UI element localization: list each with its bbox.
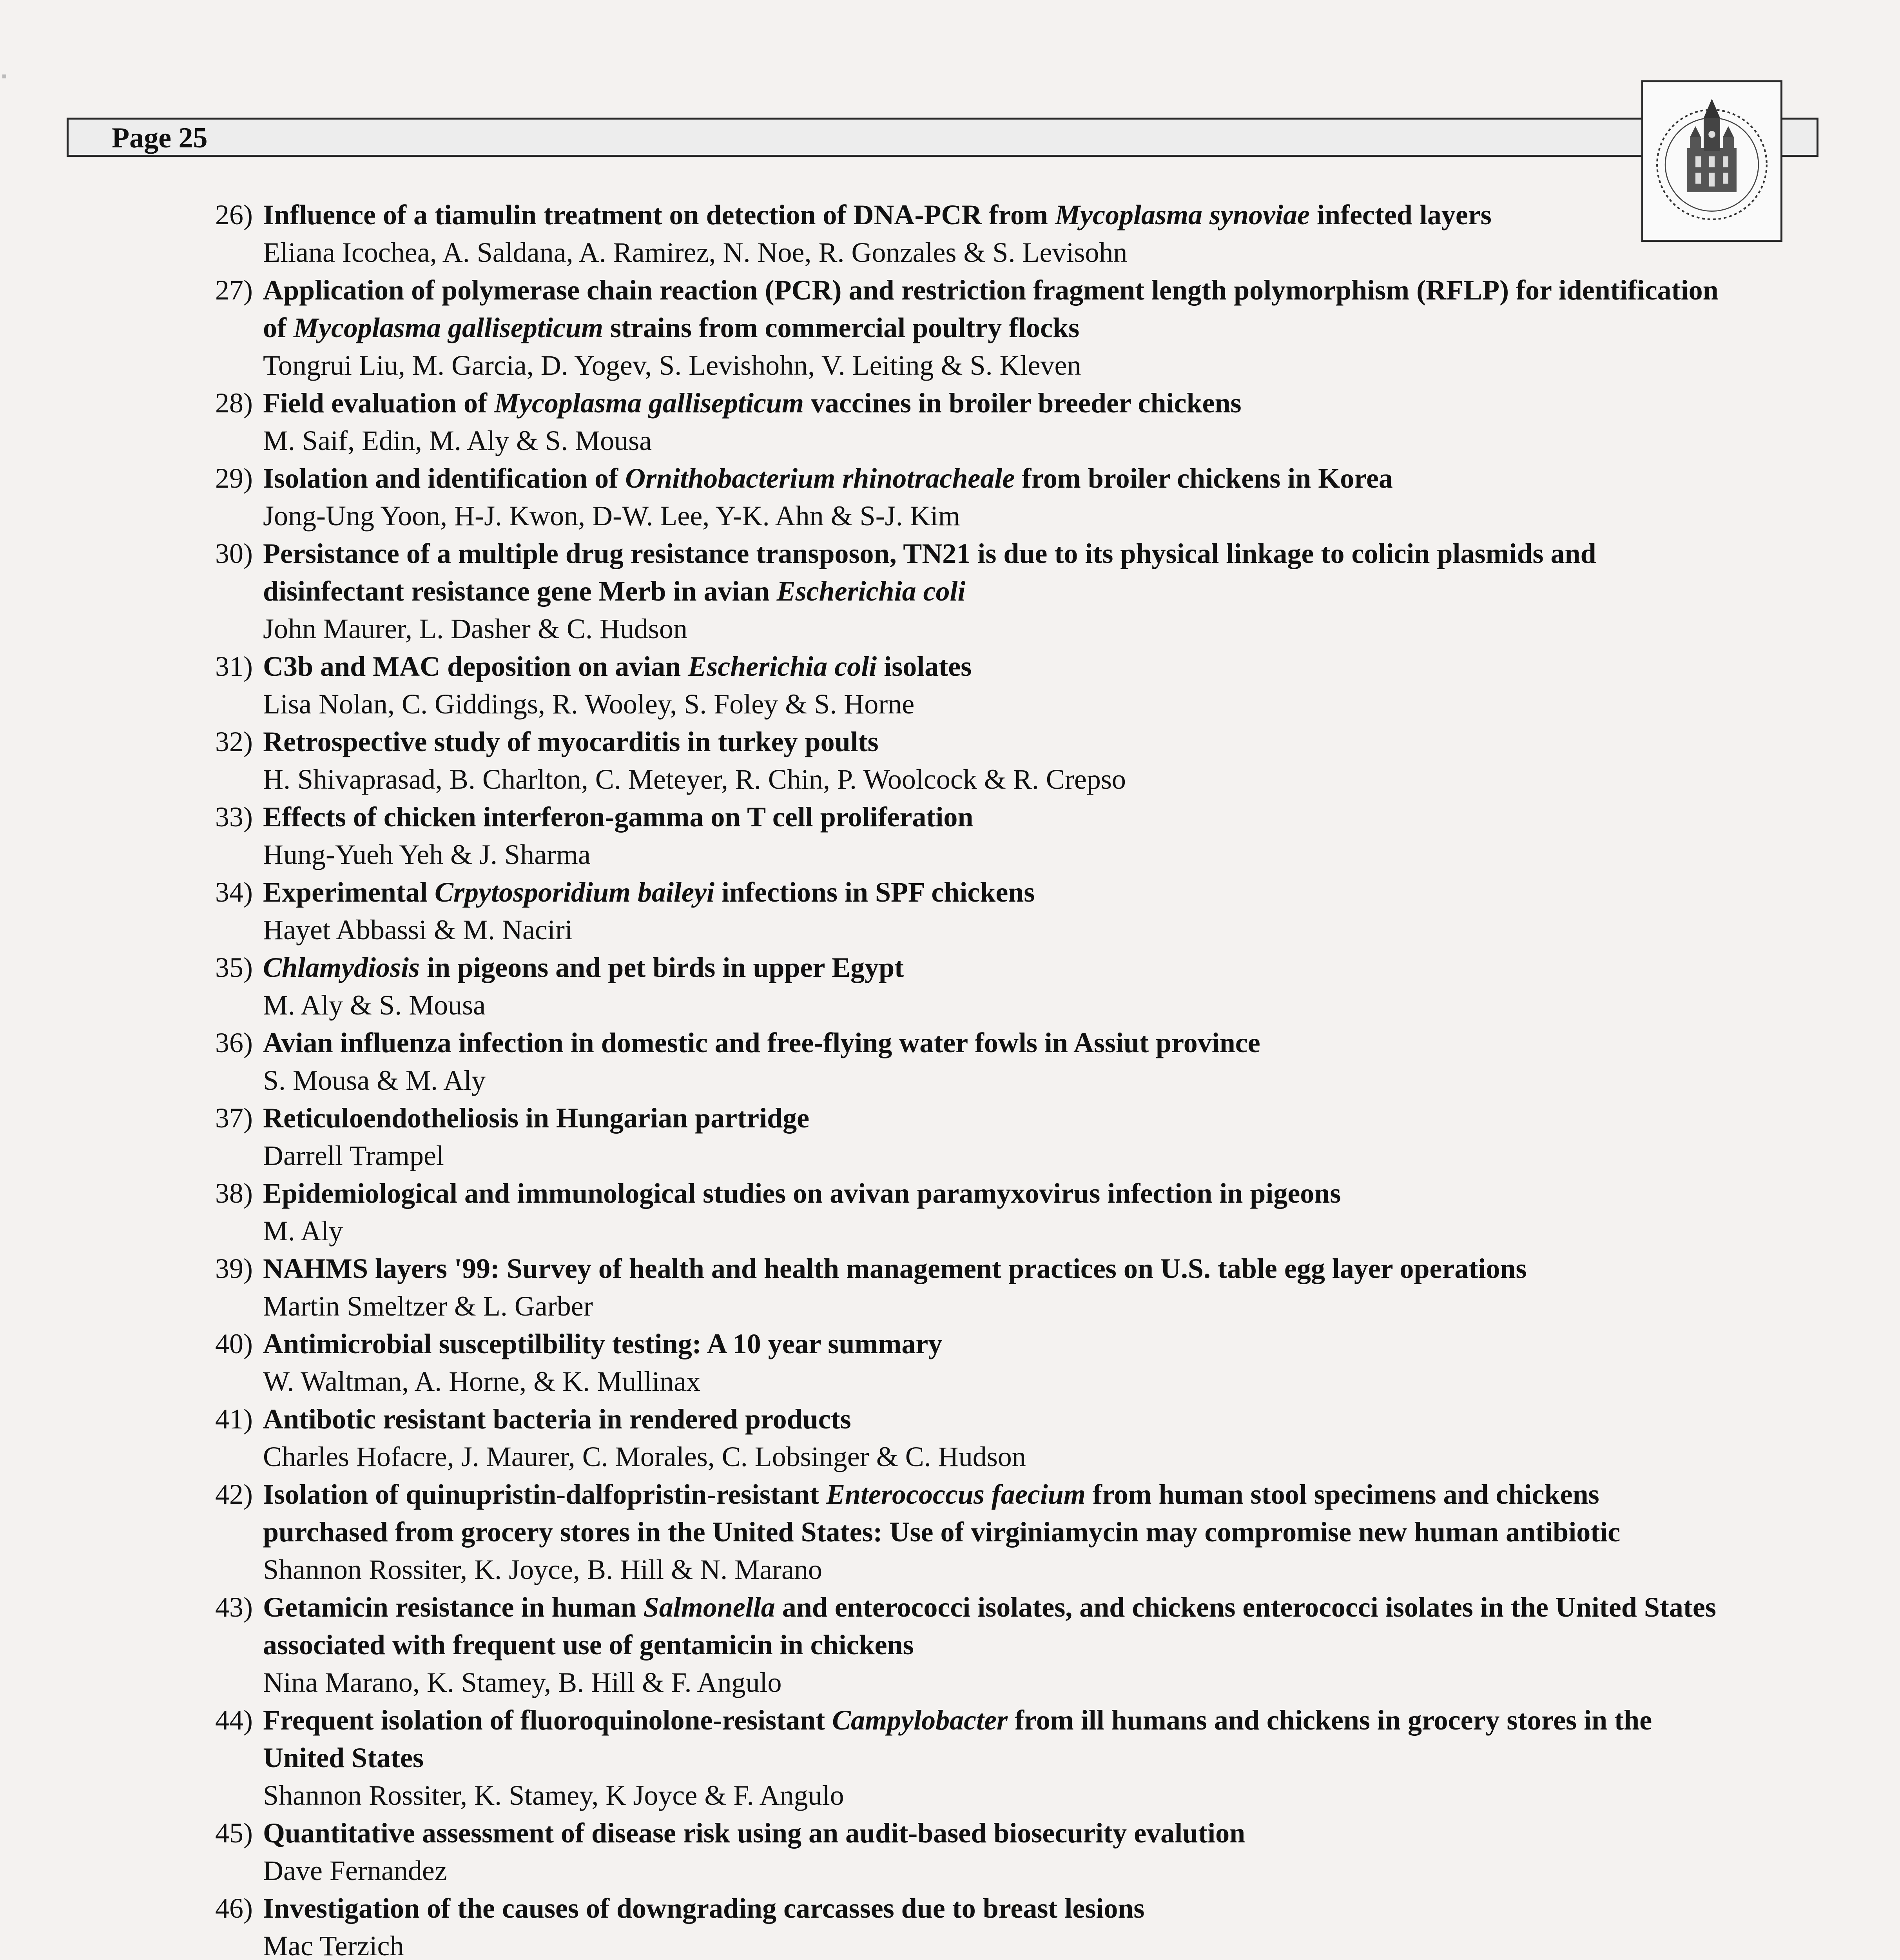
list-item (192, 873, 1721, 949)
list-item (192, 1024, 1721, 1099)
entry-number: 43) (215, 1592, 253, 1623)
entry-authors: M. Saif, Edin, M. Aly & S. Mousa (263, 425, 652, 456)
entry-title-text: Reticuloendotheliosis in Hungarian partridge (263, 1102, 810, 1134)
entry-authors: Darrell Trampel (263, 1140, 444, 1171)
entry-title-text: Epidemiological and immunological studies on avivan paramyxovirus infection in pigeons (263, 1178, 1341, 1209)
entry-authors: Mac Terzich (263, 1930, 404, 1960)
entry-authors: Nina Marano, K. Stamey, B. Hill & F. Angulo (263, 1667, 782, 1698)
entry-authors: Shannon Rossiter, K. Joyce, B. Hill & N. Marano (263, 1554, 822, 1585)
entry-title-italic: Salmonella (643, 1592, 775, 1623)
entry-number: 45) (215, 1817, 253, 1849)
entry-title-text: vaccines in broiler breeder chickens (803, 387, 1242, 419)
abstract-list (192, 196, 1721, 1960)
entry-number: 42) (215, 1479, 253, 1510)
entry-number: 36) (215, 1027, 253, 1058)
entry-title (263, 873, 1721, 911)
entry-number: 27) (215, 274, 253, 306)
entry-title-italic: Mycoplasma synoviae (1055, 199, 1310, 230)
entry-body (263, 1400, 1721, 1475)
entry-title (263, 1475, 1721, 1551)
list-item (192, 196, 1721, 271)
entry-number: 26) (215, 199, 253, 230)
page-header-bar (67, 118, 1818, 157)
entry-title-italic: Campylobacter (832, 1704, 1008, 1736)
scan-artifact (2, 74, 6, 78)
entry-title (263, 1814, 1721, 1852)
entry-body (263, 1024, 1721, 1099)
entry-authors: Charles Hofacre, J. Maurer, C. Morales, C. Lobsinger & C. Hudson (263, 1441, 1026, 1472)
entry-title-text: Experimental (263, 877, 435, 908)
entry-title-text: and enterococci isolates, and chickens enterococci isolates in the United States associated with frequent use of gentamicin in chickens (263, 1592, 1716, 1661)
entry-authors: Martin Smeltzer & L. Garber (263, 1290, 593, 1322)
entry-title (263, 798, 1721, 836)
list-item (192, 1099, 1721, 1174)
entry-title-text: C3b and MAC deposition on avian (263, 651, 688, 682)
list-item (192, 1889, 1721, 1960)
entry-number: 32) (215, 726, 253, 757)
entry-body (263, 1475, 1721, 1588)
entry-title-text: from ill humans and chickens in grocery stores in the United States (263, 1704, 1652, 1773)
entry-authors: Hung-Yueh Yeh & J. Sharma (263, 839, 591, 870)
entry-title (263, 1325, 1721, 1363)
list-item (192, 1701, 1721, 1814)
list-item (192, 1588, 1721, 1701)
entry-title-text: NAHMS layers '99: Survey of health and health management practices on U.S. table egg layer operations (263, 1253, 1527, 1284)
entry-body (263, 949, 1721, 1024)
entry-number: 28) (215, 387, 253, 419)
entry-title (263, 949, 1721, 986)
entry-authors: M. Aly (263, 1215, 343, 1247)
entry-title-text: Avian influenza infection in domestic and free-flying water fowls in Assiut province (263, 1027, 1260, 1058)
entry-authors: Jong-Ung Yoon, H-J. Kwon, D-W. Lee, Y-K. Ahn & S-J. Kim (263, 500, 960, 532)
entry-body (263, 798, 1721, 873)
entry-body (263, 459, 1721, 535)
entry-title-text: Isolation of quinupristin-dalfopristin-resistant (263, 1479, 826, 1510)
list-item (192, 384, 1721, 459)
list-item (192, 723, 1721, 798)
list-item (192, 949, 1721, 1024)
entry-title-italic: Mycoplasma gallisepticum (293, 312, 603, 343)
list-item (192, 271, 1721, 384)
entry-authors: Lisa Nolan, C. Giddings, R. Wooley, S. Foley & S. Horne (263, 688, 915, 720)
entry-title-text: isolates (877, 651, 972, 682)
entry-number: 34) (215, 877, 253, 908)
entry-number: 40) (215, 1328, 253, 1359)
entry-title-text: strains from commercial poultry flocks (603, 312, 1080, 343)
entry-authors: Eliana Icochea, A. Saldana, A. Ramirez, N. Noe, R. Gonzales & S. Levisohn (263, 237, 1128, 268)
entry-title-text: Frequent isolation of fluoroquinolone-resistant (263, 1704, 832, 1736)
list-item (192, 459, 1721, 535)
entry-authors: H. Shivaprasad, B. Charlton, C. Meteyer, R. Chin, P. Woolcock & R. Crepso (263, 764, 1126, 795)
entry-number: 41) (215, 1403, 253, 1435)
entry-body (263, 535, 1721, 648)
entry-title-text: infected layers (1309, 199, 1492, 230)
entry-title-text: Retrospective study of myocarditis in turkey poults (263, 726, 879, 757)
page-number-label: Page 25 (112, 122, 208, 154)
entry-body (263, 1814, 1721, 1889)
entry-title-text: Application of polymerase chain reaction (PCR) and restriction fragment length polymorphism (RFLP) for identification of (263, 274, 1719, 343)
entry-title (263, 1701, 1721, 1777)
entry-title (263, 1024, 1721, 1062)
entry-title-italic: Crpytosporidium baileyi (434, 877, 714, 908)
entry-number: 37) (215, 1102, 253, 1134)
entry-number: 31) (215, 651, 253, 682)
entry-number: 39) (215, 1253, 253, 1284)
entry-body (263, 1588, 1721, 1701)
entry-title-text: Antibotic resistant bacteria in rendered products (263, 1403, 851, 1435)
entry-title-text: Isolation and identification of (263, 463, 625, 494)
entry-title-italic: Mycoplasma gallisepticum (494, 387, 804, 419)
list-item (192, 648, 1721, 723)
entry-number: 46) (215, 1893, 253, 1924)
entry-title-text: in pigeons and pet birds in upper Egypt (420, 952, 904, 983)
entry-body (263, 1325, 1721, 1400)
entry-number: 33) (215, 801, 253, 833)
entry-title (263, 1174, 1721, 1212)
list-item (192, 1174, 1721, 1250)
entry-title (263, 1588, 1721, 1664)
entry-authors: Shannon Rossiter, K. Stamey, K Joyce & F. Angulo (263, 1780, 844, 1811)
list-item (192, 1814, 1721, 1889)
entry-title-text: Quantitative assessment of disease risk using an audit-based biosecurity evalution (263, 1817, 1246, 1849)
list-item (192, 1250, 1721, 1325)
entry-body (263, 1099, 1721, 1174)
entry-title-italic: Escherichia coli (688, 651, 877, 682)
entry-title-text: from human stool specimens and chickens purchased from grocery stores in the United States: Use of virginiamycin may compromise new human antibiotic (263, 1479, 1621, 1548)
entry-authors: Hayet Abbassi & M. Naciri (263, 914, 573, 946)
entry-number: 29) (215, 463, 253, 494)
entry-title (263, 1889, 1721, 1927)
entry-body (263, 1174, 1721, 1250)
entry-title-italic: Escherichia coli (776, 575, 966, 607)
entry-title (263, 723, 1721, 760)
entry-title (263, 1099, 1721, 1137)
list-item (192, 1475, 1721, 1588)
entry-body (263, 196, 1721, 271)
entry-title (263, 1400, 1721, 1438)
entry-authors: Dave Fernandez (263, 1855, 447, 1886)
entry-title-text: Field evaluation of (263, 387, 494, 419)
entry-number: 35) (215, 952, 253, 983)
entry-number: 44) (215, 1704, 253, 1736)
entry-number: 30) (215, 538, 253, 569)
entry-title (263, 1250, 1721, 1287)
list-item (192, 1325, 1721, 1400)
entry-title (263, 384, 1721, 422)
entry-body (263, 1889, 1721, 1960)
entry-title-text: infections in SPF chickens (714, 877, 1035, 908)
entry-authors: Tongrui Liu, M. Garcia, D. Yogev, S. Levishohn, V. Leiting & S. Kleven (263, 350, 1081, 381)
entry-title (263, 535, 1721, 610)
list-item (192, 798, 1721, 873)
list-item (192, 1400, 1721, 1475)
entry-title-text: Effects of chicken interferon-gamma on T cell proliferation (263, 801, 974, 833)
entry-title-text: Investigation of the causes of downgrading carcasses due to breast lesions (263, 1893, 1145, 1924)
entry-body (263, 1250, 1721, 1325)
entry-title-text: Influence of a tiamulin treatment on detection of DNA-PCR from (263, 199, 1055, 230)
entry-title (263, 648, 1721, 685)
entry-body (263, 1701, 1721, 1814)
entry-title (263, 271, 1721, 347)
entry-body (263, 648, 1721, 723)
entry-title-text: Getamicin resistance in human (263, 1592, 644, 1623)
entry-body (263, 384, 1721, 459)
entry-authors: W. Waltman, A. Horne, & K. Mullinax (263, 1366, 701, 1397)
entry-title (263, 196, 1721, 234)
entry-authors: S. Mousa & M. Aly (263, 1065, 486, 1096)
entry-body (263, 873, 1721, 949)
entry-body (263, 271, 1721, 384)
entry-title-italic: Chlamydiosis (263, 952, 420, 983)
entry-title-italic: Ornithobacterium rhinotracheale (625, 463, 1015, 494)
entry-title-text: Persistance of a multiple drug resistance transposon, TN21 is due to its physical linkage to colicin plasmids and disinfectant resistance gene Merb in avian (263, 538, 1596, 607)
list-item (192, 535, 1721, 648)
entry-title-italic: Enterococcus faecium (826, 1479, 1086, 1510)
entry-authors: John Maurer, L. Dasher & C. Hudson (263, 613, 687, 644)
entry-body (263, 723, 1721, 798)
entry-title-text: Antimicrobial susceptilbility testing: A 10 year summary (263, 1328, 943, 1359)
entry-authors: M. Aly & S. Mousa (263, 989, 486, 1021)
entry-title (263, 459, 1721, 497)
entry-title-text: from broiler chickens in Korea (1015, 463, 1393, 494)
entry-number: 38) (215, 1178, 253, 1209)
